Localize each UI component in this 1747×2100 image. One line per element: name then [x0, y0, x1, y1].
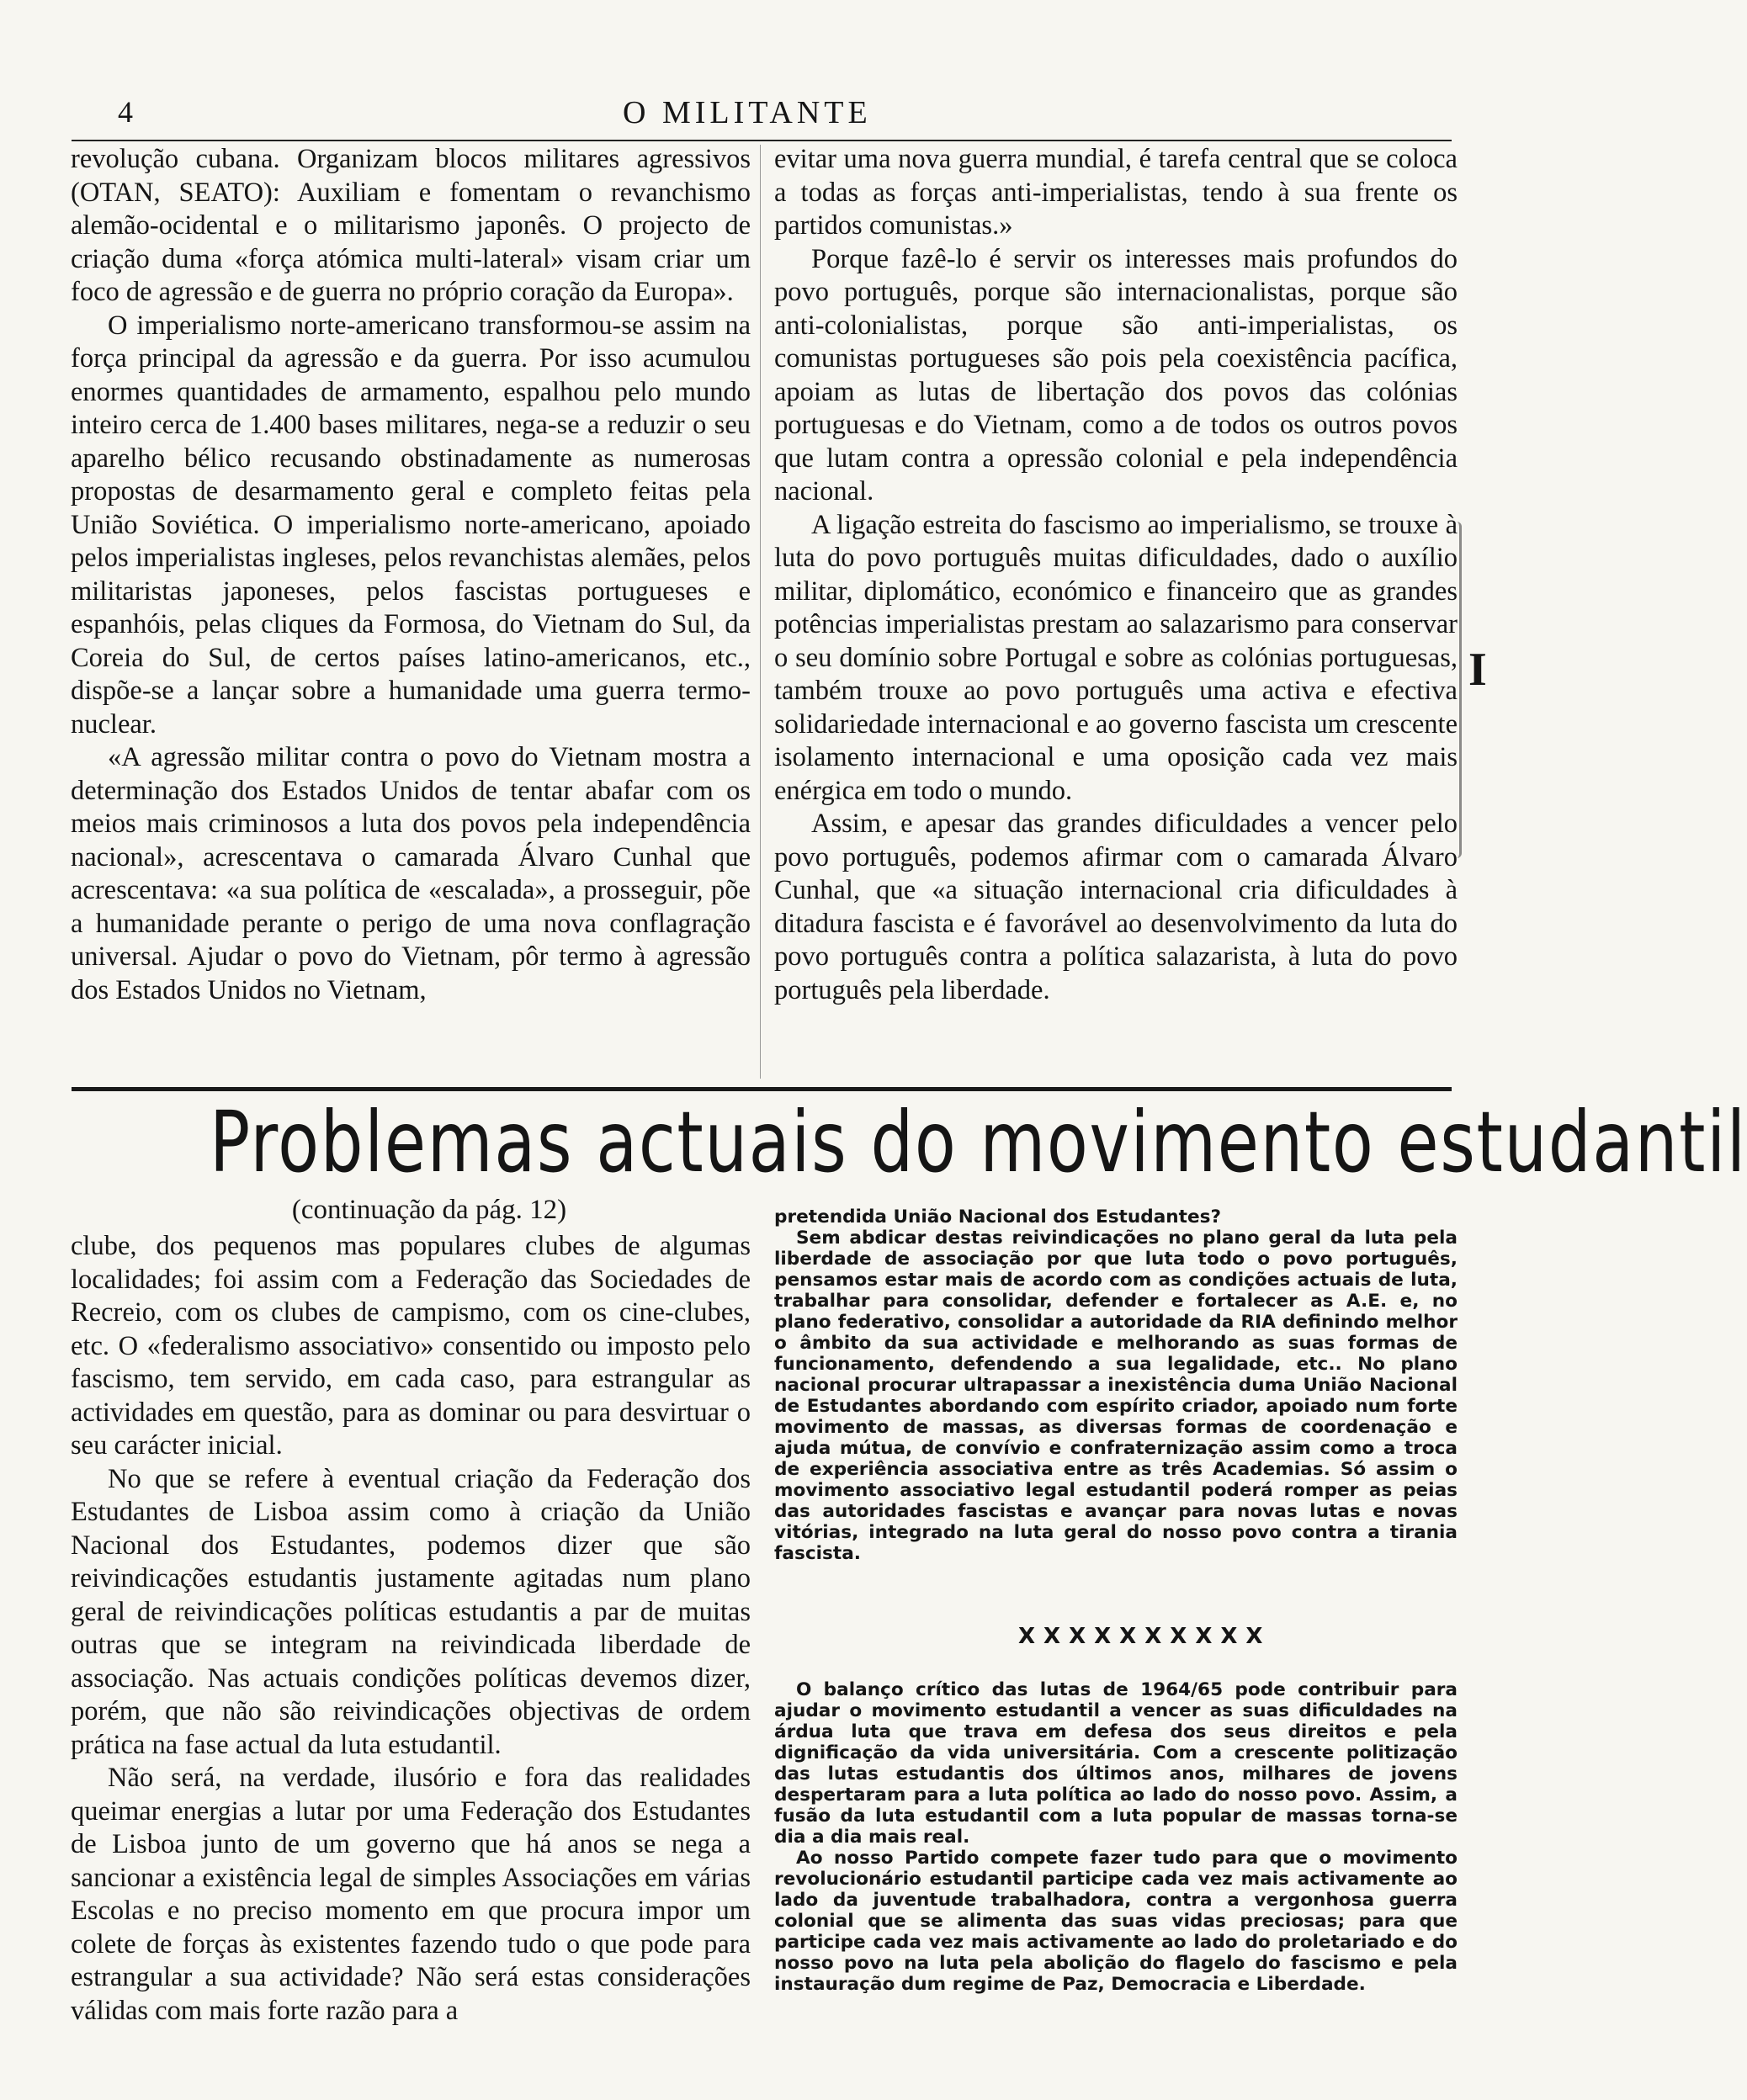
section-separator: XXXXXXXXXX [1018, 1624, 1272, 1649]
margin-mark: I [1468, 644, 1487, 696]
bottom-right-column-2 [774, 1679, 1458, 1995]
page-number: 4 [118, 95, 133, 129]
top-left-column [71, 143, 751, 1077]
article-headline: Problemas actuais do movimento estudantil [210, 1093, 1747, 1191]
paragraph: Porque fazê-lo é servir os interesses mais profundos do povo português, porque são internacionalistas, porque são anti-colonialistas, porque são anti-imperialistas, os comunistas portugueses são pois pela coexistência pacífica, apoiam as lutas de libertação dos povos das colónias portuguesas e do Vietnam, como a de todos os outros povos que lutam contra a opressão colonial e pela independência nacional. [774, 243, 1458, 506]
paragraph: Ao nosso Partido compete fazer tudo para que o movimento revolucionário estudantil participe cada vez mais activamente ao lado da juventude trabalhadora, contra a vergonhosa guerra colonial que se alimenta das suas vidas preciosas; para que participe cada vez mais activamente ao lado do proletariado e do nosso povo na luta pela abolição do flagelo do fascismo e pela instauração dum regime de Paz, Democracia e Liberdade. [774, 1848, 1458, 1995]
column-divider [760, 145, 761, 1079]
bottom-right-column [774, 1206, 1458, 1564]
top-right-column [774, 143, 1458, 1077]
paragraph: revolução cubana. Organizam blocos militares agressivos (OTAN, SEATO): Auxiliam e fomentam o revanchismo alemão-ocidental e o militarismo japonês. O projecto de criação duma «força atómica multi-lateral» visam criar um foco de agressão e de guerra no próprio coração da Europa». [71, 144, 751, 307]
paragraph: No que se refere à eventual criação da Federação dos Estudantes de Lisboa assim como à criação da União Nacional dos Estudantes, podemos dizer que são reivindicações estudantis justamente agitadas num plano geral de reivindicações políticas estudantis a par de muitas outras que se integram na reivindicada liberdade de associação. Nas actuais condições políticas devemos dizer, porém, que não são reivindicações objectivas de ordem prática na fase actual da luta estudantil. [71, 1463, 751, 1760]
paragraph: evitar uma nova guerra mundial, é tarefa central que se coloca a todas as forças anti-imperialistas, tendo à sua frente os partidos comunistas.» [774, 144, 1458, 241]
paragraph: Não será, na verdade, ilusório e fora das realidades queimar energias a lutar por uma Federação dos Estudantes de Lisboa junto de um governo que há anos se nega a sancionar a existência legal de simples Associações em várias Escolas e no preciso momento em que procura impor um colete de forças às existentes fazendo tudo o que pode para estrangular a sua actividade? Não será estas considerações válidas com mais forte razão para a [71, 1763, 751, 2026]
paragraph: A ligação estreita do fascismo ao imperialismo, se trouxe à luta do povo português muitas dificuldades, dado o auxílio militar, diplomático, económico e financeiro que as grandes potências imperialistas prestam ao salazarismo para conservar o seu domínio sobre Portugal e sobre as colónias portuguesas, também trouxe ao povo português uma activa e efectiva solidariedade internacional e ao governo fascista um crescente isolamento internacional e uma oposição cada vez mais enérgica em todo o mundo. [774, 509, 1458, 806]
margin-brace [1456, 522, 1462, 858]
paragraph: pretendida União Nacional dos Estudantes? [774, 1206, 1221, 1228]
bottom-left-column [71, 1230, 751, 2071]
paragraph: clube, dos pequenos mas populares clubes de algumas localidades; foi assim com a Federação das Sociedades de Recreio, com os clubes de campismo, com os cine-clubes, etc. O «federalismo associativo» consentido ou imposto pelo fascismo, tem servido, em cada caso, para estrangular as actividades em questão, para as dominar ou para desvirtuar o seu carácter inicial. [71, 1231, 751, 1461]
paragraph: Assim, e apesar das grandes dificuldades a vencer pelo povo português, podemos afirmar com o camarada Álvaro Cunhal, que «a situação internacional cria dificuldades à ditadura fascista e é favorável ao desenvolvimento da luta do povo português contra a política salazarista, à luta do povo português pela liberdade. [774, 809, 1458, 1005]
section-rule [72, 1087, 1452, 1091]
continuation-note: (continuação da pág. 12) [291, 1195, 567, 1225]
newspaper-title: O MILITANTE [623, 95, 872, 130]
paragraph: O imperialismo norte-americano transformou-se assim na força principal da agressão e da guerra. Por isso acumulou enormes quantidades de armamento, espalhou pelo mundo inteiro cerca de 1.400 bases militares, nega-se a reduzir o seu aparelho bélico recusando obstinadamente as numerosas propostas de desarmamento geral e completo feitas pela União Soviética. O imperialismo norte-americano, apoiado pelos imperialistas ingleses, pelos revanchistas alemães, pelos militaristas japoneses, pelos fascistas portugueses e espanhóis, pelas cliques da Formosa, do Vietnam do Sul, da Coreia do Sul, de certos países latino-americanos, etc., dispõe-se a lançar sobre a humanidade uma guerra termo-nuclear. [71, 310, 751, 740]
header-rule [72, 140, 1452, 141]
paragraph: «A agressão militar contra o povo do Vietnam mostra a determinação dos Estados Unidos de tentar abafar com os meios mais criminosos a luta dos povos pela independência nacional», acrescentava o camarada Álvaro Cunhal que acrescentava: «a sua política de «escalada», a prosseguir, põe a humanidade perante o perigo de uma nova conflagração universal. Ajudar o povo do Vietnam, pôr termo à agressão dos Estados Unidos no Vietnam, [71, 742, 751, 1005]
paragraph: Sem abdicar destas reivindicações no plano geral da luta pela liberdade de associação por que luta todo o povo português, pensamos estar mais de acordo com as condições actuais de luta, trabalhar para consolidar, defender e fortalecer as A.E. e, no plano federativo, consolidar a autoridade da RIA definindo melhor o âmbito da sua actividade e melhorando as suas formas de funcionamento, defendendo a sua legalidade, etc.. No plano nacional procurar ultrapassar a inexistência duma União Nacional de Estudantes abordando com espírito criador, apoiado num forte movimento de massas, as diversas formas de coordenação e ajuda mútua, de convívio e confraternização assim como a troca de experiência associativa entre as três Academias. Só assim o movimento associativo legal estudantil poderá romper as peias das autoridades fascistas e avançar para novas lutas e novas vitórias, integrado na luta geral do nosso povo contra a tirania fascista. [774, 1228, 1458, 1564]
paragraph: O balanço crítico das lutas de 1964/65 pode contribuir para ajudar o movimento estudantil a vencer as suas dificuldades na árdua luta que trava em defesa dos seus direitos e pela dignificação da vida universitária. Com a crescente politização das lutas estudantis dos últimos anos, milhares de jovens despertaram para a luta política ao lado do nosso povo. Assim, a fusão da luta estudantil com a luta popular de massas torna-se dia a dia mais real. [774, 1679, 1458, 1848]
